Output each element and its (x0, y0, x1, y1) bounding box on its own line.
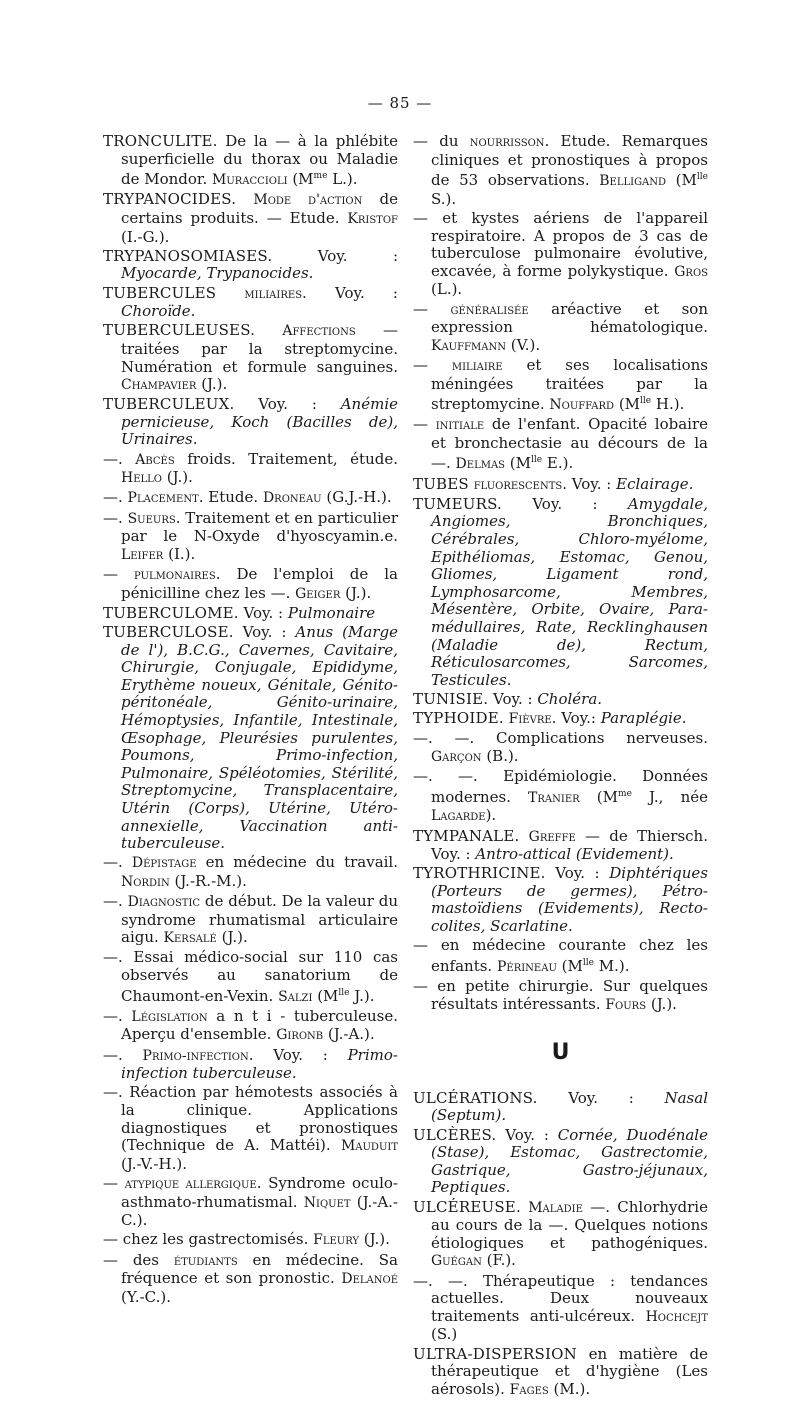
entry-text: (J.). (196, 375, 228, 394)
entry-text: E.). (542, 454, 574, 473)
entry-headword: ULCÉRATIONS. (413, 1088, 538, 1107)
entry-smallcaps-text: Législation (131, 1008, 208, 1025)
right-column (413, 133, 708, 1401)
index-entry (413, 1090, 708, 1125)
entry-text: (J.-R.-M.). (169, 871, 247, 890)
entry-smallcaps-text: miliaire (451, 357, 503, 374)
entry-text: — traitées par la streptomycine. Numération et formule sanguines. (121, 321, 398, 376)
entry-text: (B.). (481, 746, 519, 765)
index-entry (103, 854, 398, 891)
entry-cross-reference: Choroïde. (121, 302, 196, 321)
entry-text: Voy. : (272, 246, 398, 265)
entry-smallcaps-text: Kersalé (163, 930, 217, 947)
entry-text: —. (103, 449, 136, 468)
entry-text: — (413, 355, 452, 374)
entry-text: —. —. Thérapeutique : tendances actuelles. Deux nouveaux traitements anti-ulcéreux. (413, 1271, 708, 1325)
index-entry (413, 133, 708, 208)
index-entry (413, 416, 708, 474)
entry-text: . Traitement et en particulier par le N-Oxyde d'hyoscyamin.e. (121, 508, 398, 546)
index-entry (103, 949, 398, 1006)
entry-smallcaps-text: Kauffmann (431, 337, 506, 354)
entry-smallcaps-text: Delanoé (341, 1271, 398, 1288)
entry-headword: ULTRA-DISPERSION (413, 1344, 577, 1363)
index-entry (413, 496, 708, 690)
entry-smallcaps-text: Hello (121, 470, 162, 487)
index-entry (413, 357, 708, 415)
entry-text: (J.-A.). (323, 1025, 375, 1044)
entry-text: — (413, 299, 451, 318)
entry-text: —. (103, 488, 128, 507)
entry-cross-reference: Paraplégie. (600, 709, 687, 728)
index-entry (103, 1084, 398, 1173)
entry-text: ). (485, 806, 497, 825)
entry-text: et ses localisations méningées traitées par la streptomycine. (431, 355, 708, 414)
index-entry (103, 566, 398, 603)
entry-text: en matière de thérapeutique et d'hygiène (Les aérosols). (431, 1344, 708, 1398)
index-entry (413, 1199, 708, 1271)
entry-text: de l'enfant. Opacité lobaire et bronchectasie au décours de la —. (431, 415, 708, 473)
index-entry (103, 1252, 398, 1307)
entry-smallcaps-text: Abcès (135, 451, 175, 468)
entry-text: (S.) (431, 1325, 458, 1344)
entry-cross-reference: Choléra. (537, 689, 603, 708)
entry-cross-reference: Anémie pernicieuse, Koch (Bacilles de), Urinaires. (121, 395, 398, 449)
entry-smallcaps-text: Droneau (262, 490, 322, 507)
entry-smallcaps-text: Kristof (347, 210, 398, 227)
entry-text: (J.). (340, 583, 372, 602)
entry-smallcaps-text: Fages (509, 1381, 549, 1398)
entry-text: . Etude. (198, 488, 263, 507)
entry-text: en médecine du travail. (196, 853, 398, 872)
entry-text: —. Chlorhydrie au cours de la —. Quelques notions étiologiques et pathogéniques. (431, 1197, 708, 1252)
entry-smallcaps-text: Mauduit (340, 1138, 398, 1155)
entry-smallcaps-text: nourrisson (469, 134, 545, 150)
entry-text: . Syndrome oculo-asthmato-rhumatismal. (121, 1173, 398, 1211)
index-entry (103, 396, 398, 449)
entry-text: H.). (651, 395, 685, 414)
entry-smallcaps-text: Sueurs (127, 510, 176, 527)
entry-text: —. Réaction par hémotests associés à la clinique. Applications diagnostiques et pronostiques (Technique de A. Mattéi). (103, 1083, 398, 1155)
entry-smallcaps-text: Guégan (431, 1253, 482, 1270)
entry-text: J., née (631, 787, 708, 806)
entry-text: (M (312, 986, 339, 1005)
entry-text: Voy. : (545, 864, 610, 883)
entry-headword: TUNISIE. (413, 689, 489, 708)
index-entries-right-top (413, 133, 708, 1014)
entry-headword: TYMPANALE. (413, 826, 520, 845)
entry-text: —. (103, 892, 128, 911)
entry-superscript: lle (640, 396, 652, 407)
entry-text: (J.-A.-C.). (121, 1192, 398, 1230)
entry-headword: TUBERCULEUX. (103, 395, 235, 414)
entry-cross-reference: Amygdale, Angiomes, Bronchiques, Cérébrales, Chloro-myélome, Epithéliomas, Estomac, Genou, Gliomes, Ligament rond, Lymphosarcome, Membres, Mésentère, Orbite, Ovaire, Para-médullaires, Rate, Recklinghausen (Maladie de), Rectum, Réticulosarcomes, Sarcomes, Testicules. (431, 494, 708, 689)
entry-headword: TRONCULITE. (103, 132, 218, 150)
entry-text: —. Essai médico-social sur 110 cas observés au sanatorium de Chaumont-en-Vexin. (103, 948, 398, 1005)
left-column (103, 133, 398, 1308)
entry-text: . De l'emploi de la pénicilline chez les —. (121, 565, 398, 602)
entry-text: (J.). (216, 928, 248, 947)
entry-cross-reference: Eclairage. (616, 474, 694, 493)
index-entry (413, 710, 708, 729)
entry-superscript: lle (531, 455, 543, 466)
entry-text: . Voy.: (551, 709, 601, 728)
entry-headword: TUBERCULEUSES. (103, 321, 256, 340)
index-entry (413, 768, 708, 826)
entry-cross-reference: Pulmonaire (287, 603, 376, 622)
entry-smallcaps-text: Fours (605, 996, 647, 1013)
entry-text (255, 321, 282, 339)
entry-smallcaps-text: Maladie (528, 1199, 583, 1216)
entry-smallcaps-text: Salzi (278, 988, 313, 1005)
index-entry (103, 624, 398, 853)
entry-smallcaps-text: fluorescents (473, 476, 563, 493)
entry-smallcaps-text: Belligand (599, 173, 667, 190)
entry-text: de début. De la valeur du syndrome rhumatismal articulaire aigu. (121, 892, 398, 947)
entry-smallcaps-text: Placement (127, 490, 199, 507)
entry-smallcaps-text: Fleury (313, 1232, 360, 1249)
entry-smallcaps-text: Affections (282, 323, 356, 340)
entry-text: (J.). (646, 994, 677, 1013)
entry-smallcaps-text: Mode d'action (253, 192, 363, 209)
entry-text: (M (666, 171, 697, 190)
entry-cross-reference: Anus (Marge de l'), B.C.G., Cavernes, Cavitaire, Chirurgie, Conjugale, Epididyme, Erythème noueux, Génitale, Génito-péritonéale, Génito-urinaire, Hémoptysies, Infantile, Intestinale, Œsophage, Pleurésies purulentes, Poumons, Primo-infection, Pulmonaire, Spéléotomies, Stérilité, Streptomycine, Transplacentaire, Utérin (Corps), Utérine, Utéro-annexielle, Vaccination anti-tuberculeuse. (121, 622, 398, 853)
index-entry (413, 865, 708, 935)
entry-smallcaps-text: Nouffard (549, 397, 615, 414)
entry-text: (L.). (431, 280, 463, 299)
entry-text: Voy. : (496, 1125, 558, 1144)
entry-headword: TRYPANOCIDES. (103, 190, 237, 209)
entry-text: —. —. Epidémiologie. Données modernes. (413, 767, 708, 806)
entry-headword: TUBERCULES (103, 283, 217, 302)
entry-headword: TUBERCULOME. (103, 603, 239, 622)
entry-smallcaps-text: initiale (435, 417, 485, 434)
entry-cross-reference: Myocarde, Trypanocides. (121, 264, 314, 283)
entry-smallcaps-text: Garçon (431, 748, 482, 765)
entry-text: (F.). (481, 1251, 516, 1270)
entry-text: (M (287, 170, 314, 189)
index-entry (103, 1175, 398, 1230)
entry-cross-reference: Antro-attical (Evidement). (475, 845, 674, 864)
entry-text: Voy. : (488, 689, 538, 708)
entry-headword: TUBERCULOSE. (103, 622, 234, 641)
entry-text: Voy. : (537, 1088, 665, 1107)
entry-text: — (103, 565, 135, 583)
entry-superscript: me (618, 788, 632, 799)
entry-cross-reference: Cornée, Duodénale (Stase), Estomac, Gastrectomie, Gastrique, Gastro-jéjunaux, Peptiques. (431, 1125, 708, 1197)
entry-text: J.). (349, 986, 375, 1005)
entry-superscript: me (313, 171, 328, 182)
index-entry (413, 476, 708, 495)
entry-text: — en petite chirurgie. Sur quelques résultats intéressants. (413, 977, 708, 1013)
index-entry (103, 489, 398, 508)
entry-headword: TUBES (413, 474, 469, 493)
entry-text: . Voy. : (248, 1045, 348, 1064)
entry-text: (J.). (162, 468, 193, 487)
entry-text: (I.). (163, 544, 196, 563)
entry-text: de certains produits. — Etude. (121, 190, 398, 227)
entry-smallcaps-text: Delmas (455, 456, 506, 473)
entry-smallcaps-text: Périneau (496, 958, 557, 975)
entry-text: — en médecine courante chez les enfants. (413, 936, 708, 975)
entry-headword: ULCÉREUSE. (413, 1197, 521, 1216)
entry-smallcaps-text: miliaires (244, 285, 303, 302)
entry-smallcaps-text: Gros (674, 263, 708, 280)
index-entry (103, 510, 398, 565)
index-entries-left (103, 133, 398, 1306)
entry-smallcaps-text: étudiants (173, 1252, 238, 1269)
entry-text: . Etude. Remarques cliniques et pronostiques à propos de 53 observations. (431, 132, 708, 190)
entry-headword: TYROTHRICINE. (413, 864, 546, 883)
entry-headword: TUMEURS. (413, 494, 502, 513)
index-entry (103, 1231, 398, 1250)
entry-text: Voy. : (234, 395, 341, 414)
entry-text: — et kystes aériens de l'appareil respiratoire. A propos de 3 cas de tuberculose pulmonaire évolutive, excavée, à forme polykystique. (413, 208, 708, 280)
entry-smallcaps-text: pulmonaires (134, 567, 216, 583)
section-letter: U (551, 1040, 570, 1066)
entry-text: Voy. : (502, 494, 628, 513)
index-entry (413, 691, 708, 709)
entry-text: (V.). (505, 335, 541, 354)
index-entry (103, 248, 398, 283)
entry-text: (J.). (359, 1230, 390, 1249)
entry-text (236, 190, 253, 208)
page-number: — 85 — (367, 94, 433, 112)
index-entry (413, 210, 708, 299)
entry-text: (M (579, 787, 619, 806)
entry-text: —. (103, 508, 128, 527)
entry-text: — des (103, 1250, 174, 1269)
entry-text: . Voy. : (302, 283, 398, 302)
entry-smallcaps-text: Hochcejt (645, 1308, 708, 1325)
entry-smallcaps-text: Fièvre (508, 711, 552, 728)
entry-superscript: lle (338, 987, 350, 998)
index-entries-right-bottom (413, 1090, 708, 1399)
entry-smallcaps-text: Niquet (303, 1194, 351, 1211)
entry-text: — de Thiersch. Voy. : (431, 826, 708, 864)
entry-smallcaps-text: Nordin (121, 873, 170, 890)
entry-text: Voy. : (238, 603, 288, 622)
entry-text: —. (103, 1045, 143, 1064)
entry-cross-reference: Primo-infection tuberculeuse. (121, 1045, 398, 1083)
entry-text: a n t i - tuberculeuse. Aperçu d'ensemble. (121, 1006, 398, 1044)
index-entry (413, 978, 708, 1014)
index-entry (413, 301, 708, 356)
entry-smallcaps-text: Greffe (528, 828, 576, 845)
entry-smallcaps-text: Muraccioli (212, 172, 288, 189)
index-entry (413, 937, 708, 976)
entry-smallcaps-text: Champavier (121, 377, 197, 394)
entry-smallcaps-text: atypique allergique (124, 1175, 257, 1192)
entry-text: (M (505, 454, 532, 473)
entry-smallcaps-text: Tranier (528, 789, 580, 806)
index-entry (103, 893, 398, 948)
index-entry (413, 1273, 708, 1344)
entry-smallcaps-text: Lagarde (431, 808, 486, 825)
entry-text: — du (413, 132, 470, 150)
entry-text: froids. Traitement, étude. (174, 449, 398, 468)
index-entry (103, 285, 398, 321)
index-entry (413, 828, 708, 864)
entry-smallcaps-text: Leifer (121, 546, 164, 563)
entry-smallcaps-text: Primo-infection (142, 1047, 249, 1064)
entry-text: M.). (593, 956, 630, 975)
entry-smallcaps-text: Gironb (276, 1027, 324, 1044)
entry-text: aréactive et son expression hématologique. (431, 299, 708, 337)
entry-headword: TRYPANOSOMIASES. (103, 246, 273, 265)
entry-text (519, 827, 528, 845)
entry-text: (G.J.-H.). (321, 488, 392, 507)
entry-text: . Voy. : (562, 474, 617, 493)
index-entry (103, 451, 398, 488)
entry-text: (J.-V.-H.). (121, 1154, 187, 1173)
entry-text: — chez les gastrectomisés. (103, 1230, 314, 1249)
entry-superscript: lle (582, 957, 594, 968)
entry-text: — (413, 415, 436, 434)
entry-text: —. (103, 1006, 132, 1025)
entry-cross-reference: Diphtériques (Porteurs de germes), Pétro-mastoïdiens (Evidements), Recto-colites, Scarlatine. (431, 864, 708, 936)
index-entry (103, 322, 398, 394)
entry-text: L.). (327, 170, 358, 189)
index-entry (103, 191, 398, 246)
entry-text: S.). (431, 189, 457, 208)
entry-text: —. (103, 853, 132, 872)
index-entry (103, 133, 398, 190)
entry-smallcaps-text: généralisée (450, 301, 529, 318)
index-entry (413, 1346, 708, 1400)
entry-text: en médecine. Sa fréquence et son pronostic. (121, 1250, 398, 1288)
entry-text: (Y.-C.). (121, 1287, 171, 1306)
entry-text: Voy. : (233, 622, 296, 641)
entry-smallcaps-text: Diagnostic (127, 894, 201, 911)
entry-headword: ULCÈRES. (413, 1125, 497, 1144)
entry-text: (M.). (548, 1379, 591, 1398)
entry-superscript: lle (696, 172, 708, 183)
index-entry (103, 1008, 398, 1045)
entry-text: (M (614, 395, 641, 414)
index-entry (413, 1127, 708, 1197)
index-entry (103, 1047, 398, 1083)
entry-text: De la — à la phlébite superficielle du thorax ou Maladie de Mondor. (121, 132, 398, 189)
index-entry (413, 730, 708, 766)
entry-text: (I.-G.). (121, 227, 170, 246)
entry-smallcaps-text: Geiger (295, 585, 341, 602)
entry-text (216, 284, 244, 302)
entry-text: (M (556, 956, 583, 975)
index-entry (103, 605, 398, 623)
entry-text: —. —. Complications nerveuses. (413, 729, 708, 748)
entry-cross-reference: Nasal (Septum). (431, 1088, 708, 1125)
entry-smallcaps-text: Dépistage (131, 855, 197, 872)
entry-headword: TYPHOIDE. (413, 709, 504, 728)
entry-text: — (103, 1173, 125, 1192)
